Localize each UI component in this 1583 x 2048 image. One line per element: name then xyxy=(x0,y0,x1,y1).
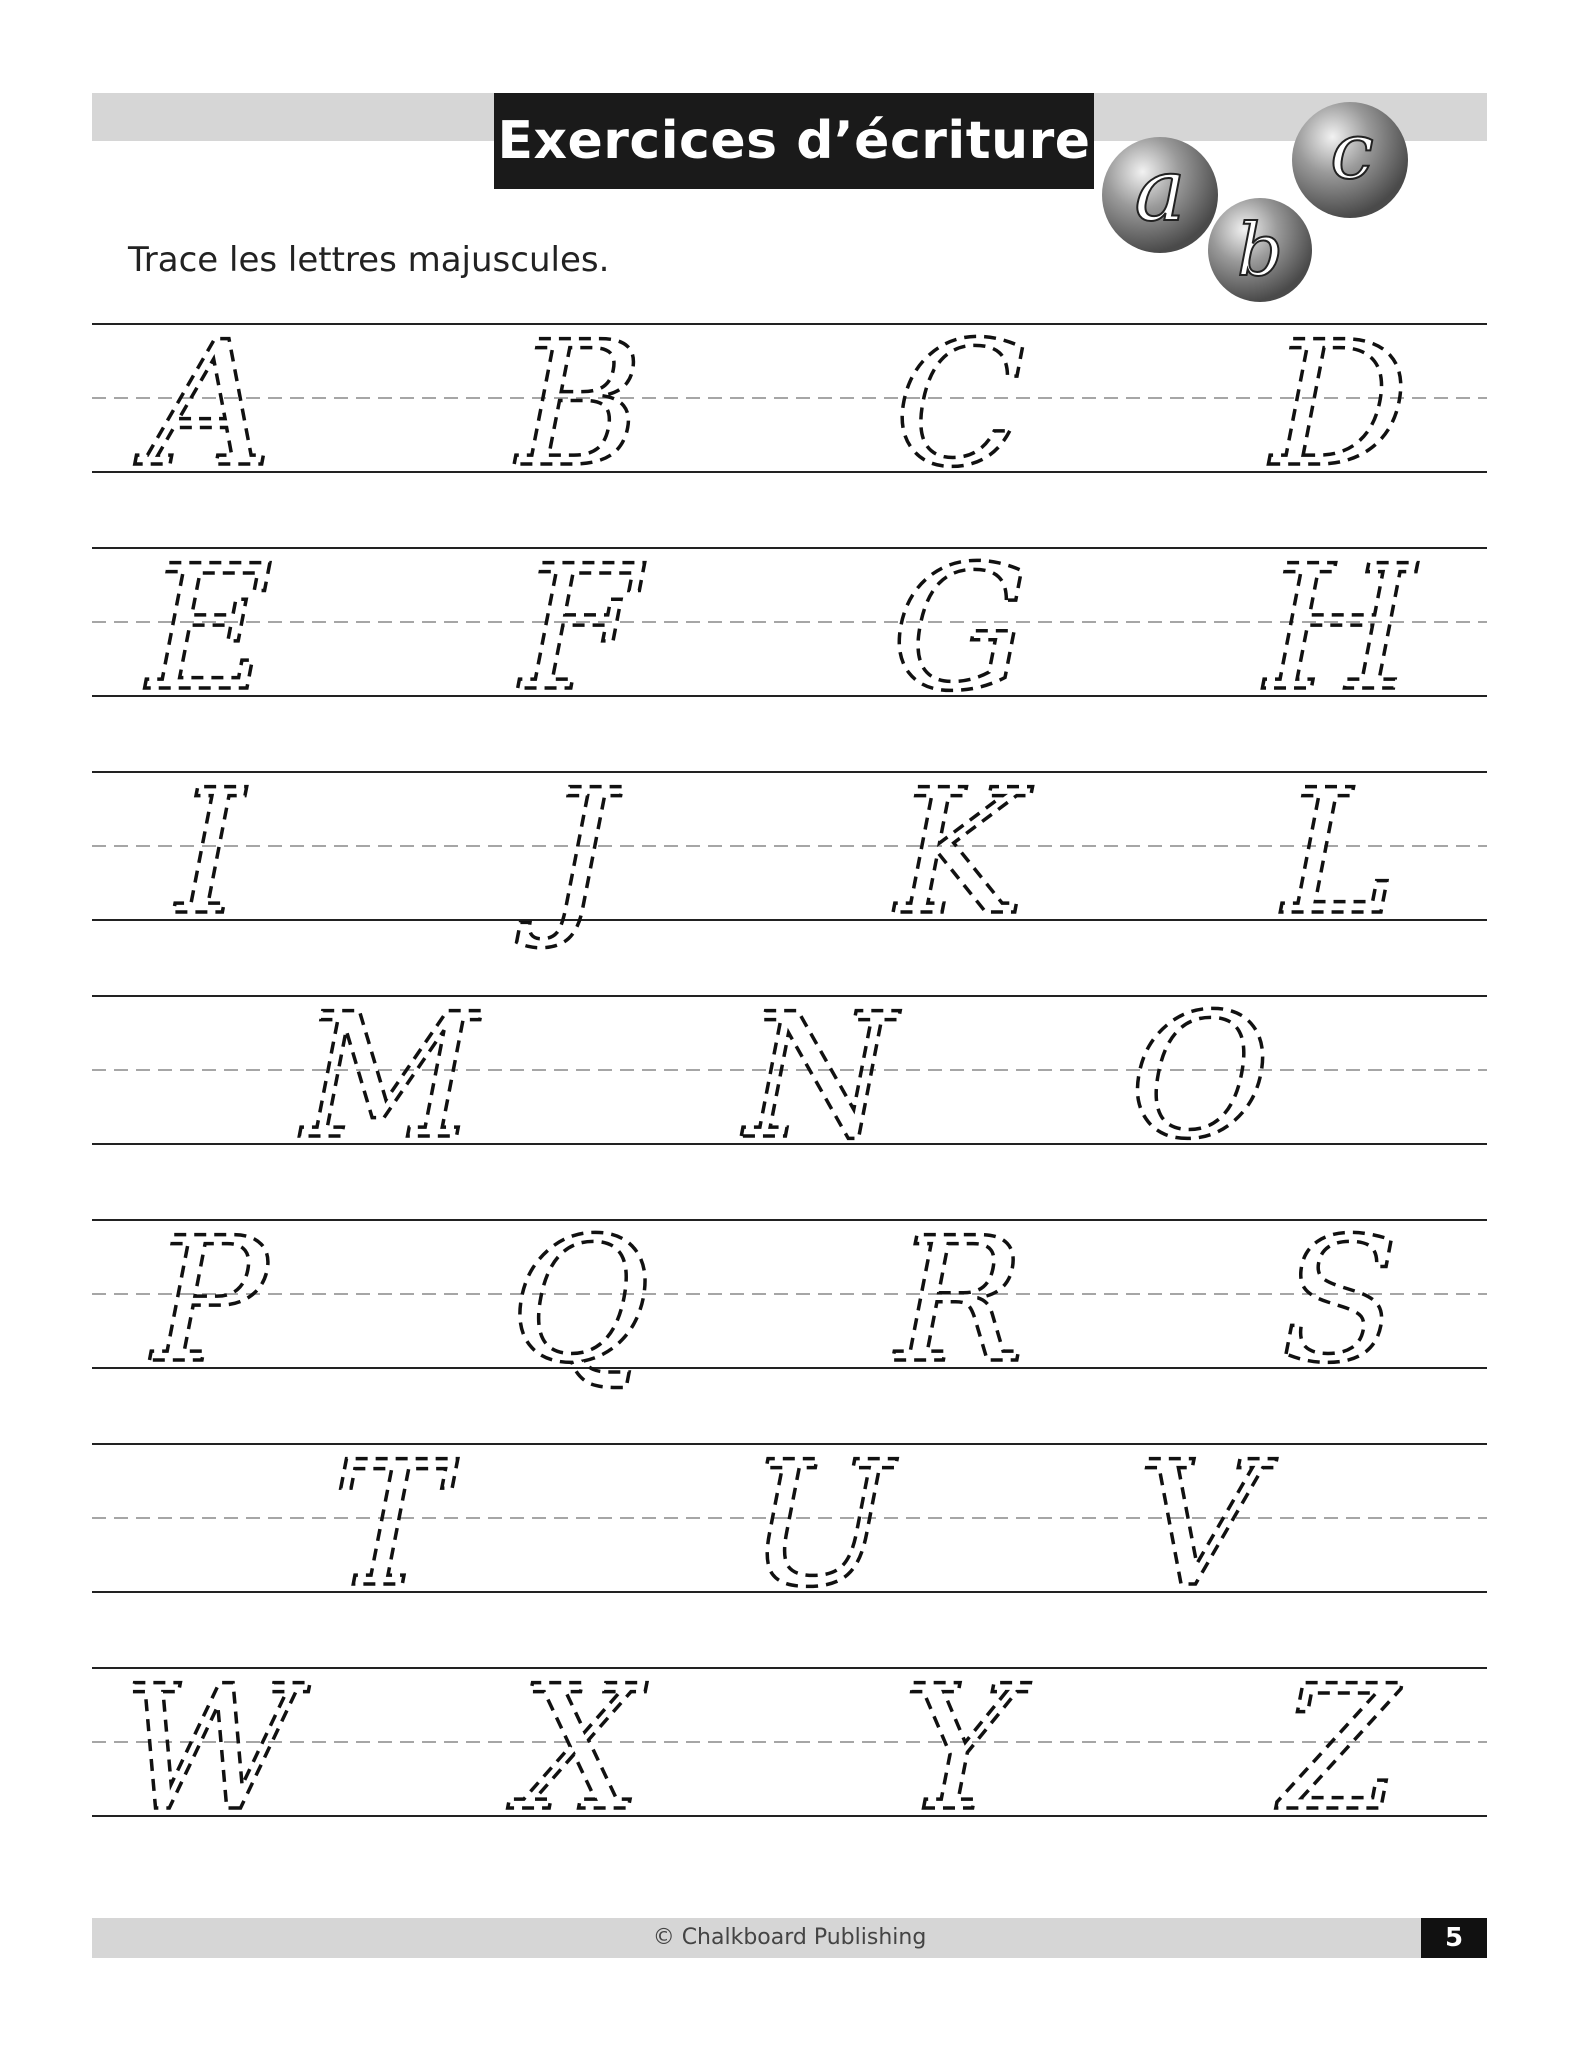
trace-letter-r: R xyxy=(895,1200,1025,1401)
trace-letter-s: S xyxy=(1281,1200,1399,1401)
trace-letter-w: W xyxy=(121,1648,299,1849)
trace-letter-f: F xyxy=(520,528,640,729)
trace-letter-a: A xyxy=(147,304,273,505)
trace-letter-v: V xyxy=(1137,1424,1263,1625)
trace-letter-y: Y xyxy=(903,1648,1017,1849)
trace-letter-z: Z xyxy=(1280,1648,1400,1849)
trace-letter-n: N xyxy=(744,976,896,1177)
trace-letter-u: U xyxy=(747,1424,893,1625)
trace-letter-b: B xyxy=(516,304,644,505)
page-number: 5 xyxy=(1421,1918,1487,1958)
trace-letter-j: J xyxy=(545,752,615,953)
trace-letter-p: P xyxy=(152,1200,268,1401)
trace-letter-q: Q xyxy=(509,1200,651,1401)
trace-letter-g: G xyxy=(891,528,1029,729)
trace-letter-m: M xyxy=(301,976,479,1177)
trace-letter-e: E xyxy=(147,528,273,729)
trace-letter-k: K xyxy=(895,752,1025,953)
trace-letter-h: H xyxy=(1265,528,1415,729)
trace-letter-l: L xyxy=(1282,752,1398,953)
footer-band xyxy=(92,1918,1487,1958)
trace-letter-i: I xyxy=(176,752,244,953)
copyright-text: © Chalkboard Publishing xyxy=(652,1925,927,1950)
logo-letter-a: a xyxy=(1134,141,1186,241)
trace-letter-x: X xyxy=(518,1648,642,1849)
logo-letter-c: c xyxy=(1330,107,1374,197)
trace-letter-o: O xyxy=(1129,976,1271,1177)
trace-letter-c: C xyxy=(894,304,1026,505)
instruction-text: Trace les lettres majuscules. xyxy=(128,240,610,280)
page-title: Exercices d’écriture xyxy=(494,93,1094,189)
trace-letter-t: T xyxy=(332,1424,448,1625)
trace-letter-d: D xyxy=(1271,304,1409,505)
logo-letter-b: b xyxy=(1236,208,1284,292)
